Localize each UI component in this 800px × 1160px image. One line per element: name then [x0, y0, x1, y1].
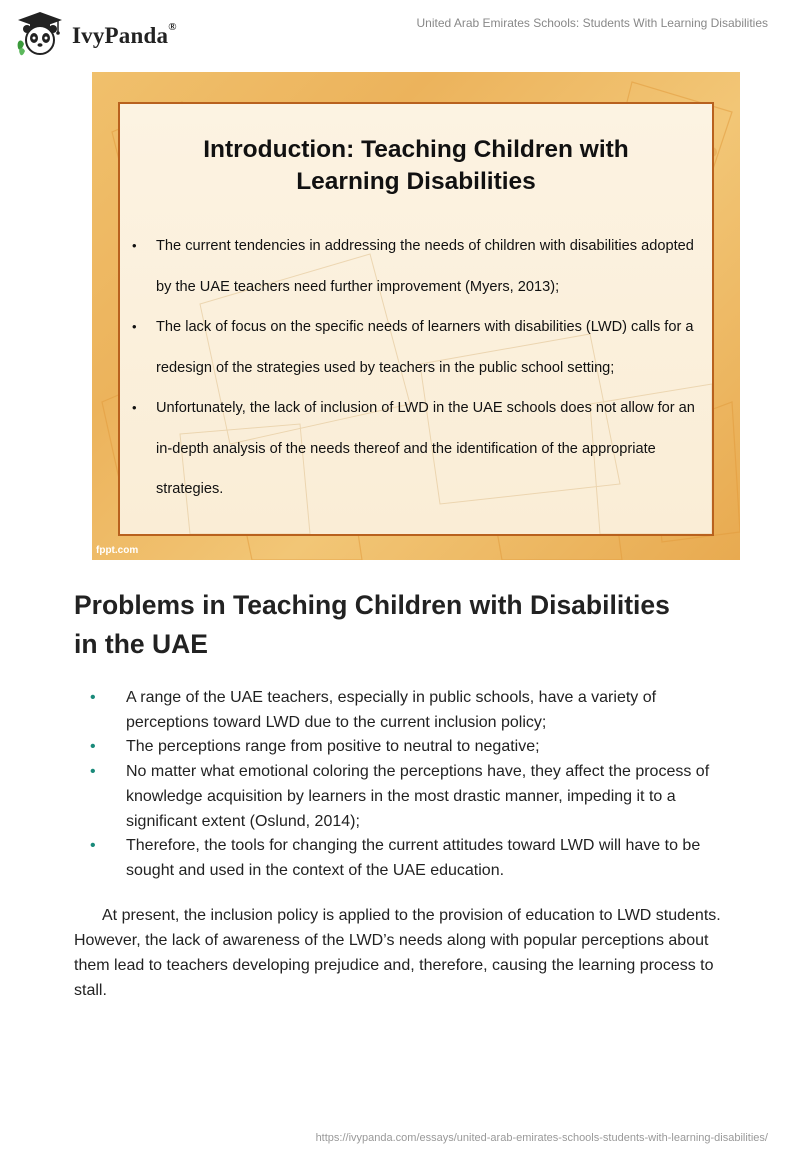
bullet-icon: • [90, 837, 96, 855]
slide-content-panel [118, 102, 714, 536]
slide-bullet-list [132, 226, 704, 510]
list-item: • The lack of focus on the specific needs of learners with disabilities (LWD) calls for a redesign of the strategies used by teachers in the public school setting; [132, 307, 704, 388]
body-paragraph: At present, the inclusion policy is applied to the provision of education to LWD students. However, the lack of awareness of the LWD’s needs along with popular perceptions about them lead to teachers developing prejudice and, therefore, causing the learning process to stall. [74, 907, 721, 999]
panda-graduate-icon [14, 10, 66, 58]
list-item: • The perceptions range from positive to neutral to negative; [90, 735, 730, 760]
slide-title: Introduction: Teaching Children with Learning Disabilities [203, 136, 629, 195]
section-heading: Problems in Teaching Children with Disabilities in the UAE [74, 590, 670, 659]
source-url-link[interactable]: https://ivypanda.com/essays/united-arab-emirates-schools-students-with-learning-disabilities/ [315, 1132, 768, 1144]
section-bullet-list [90, 686, 730, 884]
bullet-icon: • [132, 238, 137, 253]
bullet-icon: • [132, 319, 137, 334]
document-title: United Arab Emirates Schools: Students With Learning Disabilities [416, 16, 768, 30]
bullet-icon: • [90, 763, 96, 781]
list-item: • No matter what emotional coloring the perceptions have, they affect the process of knowledge acquisition by learners in the most drastic manner, impeding it to a significant extent (Oslund, 2014); [90, 760, 730, 834]
list-item: • The current tendencies in addressing the needs of children with disabilities adopted by the UAE teachers need further improvement (Myers, 2013); [132, 226, 704, 307]
bullet-icon: • [90, 738, 96, 756]
slide-image [92, 72, 740, 560]
bullet-icon: • [90, 689, 96, 706]
page-header [0, 0, 800, 60]
list-item: • Unfortunately, the lack of inclusion of LWD in the UAE schools does not allow for an in-depth analysis of the needs thereof and the identification of the appropriate strategies. [132, 388, 704, 510]
brand-name: IvyPanda® [72, 21, 177, 48]
ivypanda-logo[interactable] [14, 10, 177, 58]
bullet-icon: • [132, 400, 137, 415]
slide-watermark: fppt.com [96, 545, 139, 556]
list-item: • Therefore, the tools for changing the current attitudes toward LWD will have to be sought and used in the context of the UAE education. [90, 834, 730, 883]
list-item: • A range of the UAE teachers, especially in public schools, have a variety of perceptions toward LWD due to the current inclusion policy; [90, 686, 730, 735]
